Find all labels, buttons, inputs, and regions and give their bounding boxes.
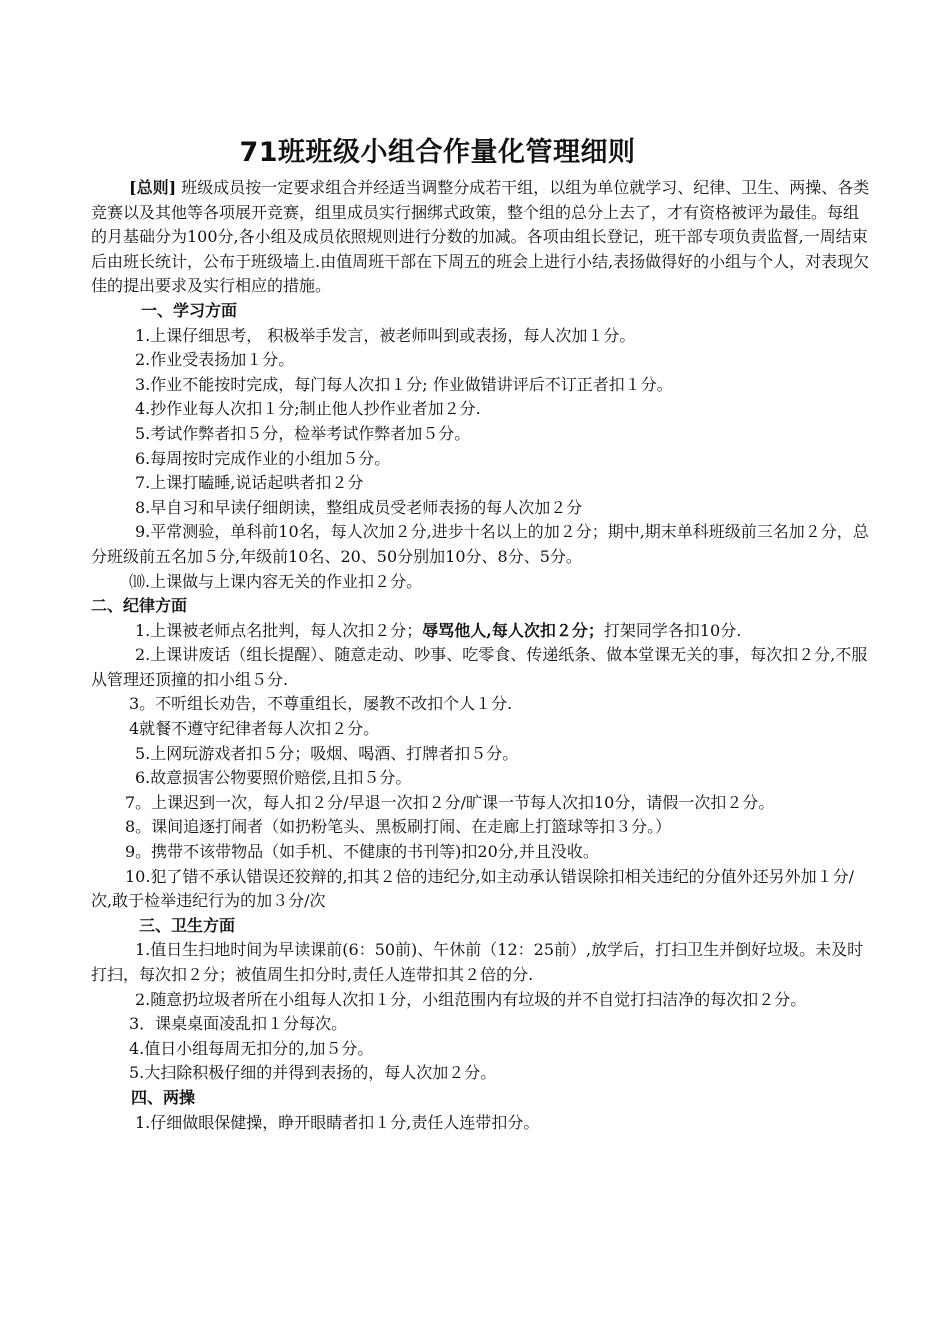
study-item: 5.考试作弊者扣５分，检举考试作弊者加５分。 (135, 423, 471, 443)
document-title: 71班班级小组合作量化管理细则 (239, 137, 636, 168)
study-item: 3.作业不能按时完成，每门每人次扣１分; 作业做错讲评后不订正者扣１分。 (135, 374, 673, 394)
study-item: 2.作业受表扬加１分。 (135, 350, 295, 370)
hygiene-item: 4.值日小组每周无扣分的,加５分。 (129, 1038, 374, 1058)
general-rules-paragraph (91, 176, 871, 299)
hygiene-item: 3．课桌桌面凌乱扣１分每次。 (129, 1014, 348, 1034)
document-body (91, 176, 871, 1135)
discipline-item (91, 619, 871, 644)
discipline-item: 3。不听组长劝告，不尊重组长，屡教不改扣个人１分. (129, 694, 513, 714)
discipline-item: 2.上课讲废话（组长提醒）、随意走动、吵事、吃零食、传递纸条、做本堂课无关的事，每次扣２分,不服从管理还顶撞的扣小组５分. (91, 645, 868, 689)
discipline-item: 10.犯了错不承认错误还狡辩的,扣其２倍的违纪分,如主动承认错误除扣相关违纪的分值外还另外加１分/次,敢于检举违纪行为的加３分/次 (91, 866, 855, 911)
study-item: 8.早自习和早读仔细朗读，整组成员受老师表扬的每人次加２分 (135, 497, 583, 517)
section-heading-exercise: 四、两操 (131, 1087, 196, 1107)
hygiene-item: 2.随意扔垃圾者所在小组每人次扣１分，小组范围内有垃圾的并不自觉打扫洁净的每次扣２分。 (135, 989, 807, 1009)
discipline-item: 6.故意损害公物要照价赔偿,且扣５分。 (135, 768, 412, 788)
hygiene-item: 1.值日生扫地时间为早读课前(6：50前)、午休前（12：25前）,放学后，打扫卫生并倒好垃圾。未及时打扫，每次扣２分；被值周生扣分时,责任人连带扣其２倍的分. (91, 940, 864, 984)
study-item: 6.每周按时完成作业的小组加５分。 (135, 448, 391, 468)
study-item: 1.上课仔细思考， 积极举手发言，被老师叫到或表扬，每人次加１分。 (135, 325, 636, 345)
discipline-item: 5.上网玩游戏者扣５分；吸烟、喝酒、打牌者扣５分。 (135, 743, 519, 763)
section-heading-study: 一、学习方面 (141, 300, 238, 320)
discipline-item: 9。携带不该带物品（如手机、不健康的书刊等)扣20分,并且没收。 (125, 842, 599, 862)
discipline-item: 8。课间追逐打闹者（如扔粉笔头、黑板刷打闹、在走廊上打篮球等扣３分。） (125, 817, 672, 837)
study-item: 4.抄作业每人次扣１分;制止他人抄作业者加２分. (135, 399, 481, 419)
discipline-item: 4就餐不遵守纪律者每人次扣２分。 (129, 719, 380, 739)
study-item: 7.上课打瞌睡,说话起哄者扣２分 (135, 473, 364, 493)
discipline-item-1-start: 1.上课被老师点名批判，每人次扣２分； (135, 620, 423, 640)
study-item: 9.平常测验，单科前10名，每人次加２分,进步十名以上的加２分；期中,期末单科班级前三名加２分，总分班级前五名加５分,年级前10名、20、50分别加10分、8分、5分。 (91, 522, 869, 566)
section-heading-discipline: 二、纪律方面 (91, 596, 188, 616)
exercise-item: 1.仔细做眼保健操，睁开眼睛者扣１分,责任人连带扣分。 (135, 1112, 540, 1132)
general-rules-tag: [总则] (129, 178, 177, 197)
discipline-item-1-end: 打架同学各扣10分. (603, 620, 742, 640)
discipline-item: 7。上课迟到一次，每人扣２分/早退一次扣２分/旷课一节每人次扣10分，请假一次扣２分。 (125, 792, 775, 812)
section-heading-hygiene: 三、卫生方面 (139, 915, 236, 935)
hygiene-item: 5.大扫除积极仔细的并得到表扬的，每人次加２分。 (129, 1063, 497, 1083)
study-item: ⑽.上课做与上课内容无关的作业扣２分。 (129, 571, 423, 591)
discipline-item-1-bold: 辱骂他人,每人次扣２分； (422, 620, 604, 640)
general-rules-text: 班级成员按一定要求组合并经适当调整分成若干组，以组为单位就学习、纪律、卫生、两操、各类竞赛以及其他等各项展开竞赛，组里成员实行捆绑式政策，整个组的总分上去了，才有资格被评为最佳。每组的月基础分为100分,各小组及成员依照规则进行分数的加减。各项由组长登记，班干部专项负责监督,一周结束后由班长统计，公布于班级墙上.由值周班干部在下周五的班会上进行小结,表扬做得好的小组与个人，对表现欠佳的提出要求及实行相应的措施。 (91, 178, 870, 296)
